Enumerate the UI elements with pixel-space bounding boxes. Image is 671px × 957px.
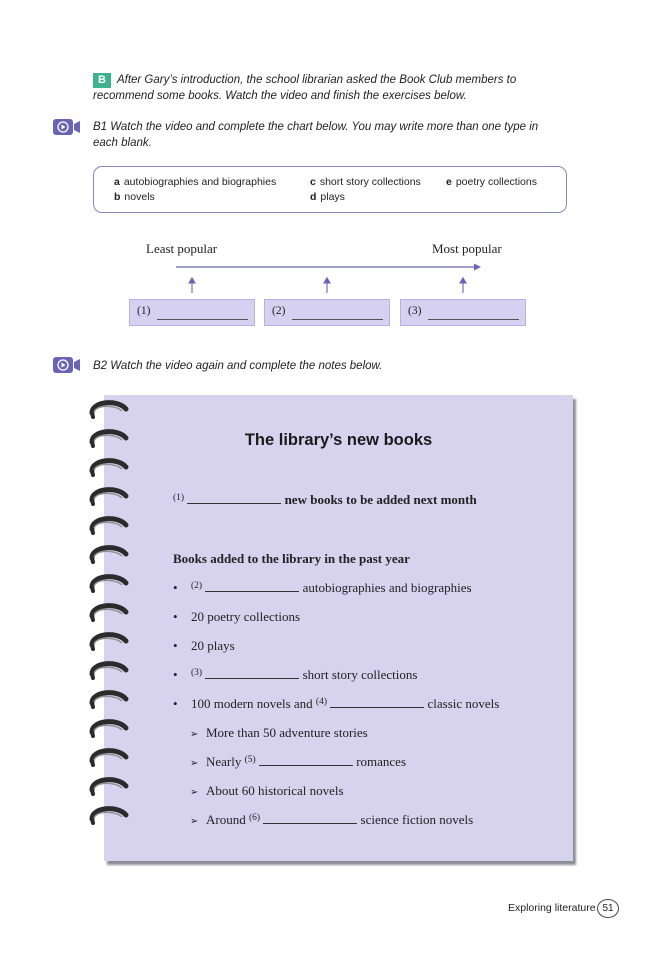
list-item: • 20 poetry collections	[173, 609, 301, 624]
option-c: c short story collections	[310, 176, 421, 188]
answer-blank-4[interactable]	[330, 696, 424, 708]
list-item: • 20 plays	[173, 638, 235, 653]
footer-label: Exploring literature	[508, 902, 596, 914]
notes-line-1: $^{(1)}$ new books to be added next month	[173, 492, 477, 507]
answer-slot-3[interactable]: (3)	[400, 299, 526, 326]
b2-instruction: B2 Watch the video again and complete the notes below.	[93, 360, 383, 372]
notes-subheading: Books added to the library in the past year	[173, 551, 410, 566]
list-item: • 100 modern novels and $^{(4)}$ classic novels	[173, 696, 500, 711]
answer-blank-1[interactable]	[187, 492, 281, 504]
intro-line-1: After Gary’s introduction, the school librarian asked the Book Club members to	[116, 74, 517, 86]
section-b-intro	[93, 72, 613, 104]
notebook	[104, 395, 573, 861]
answer-blank-6[interactable]	[263, 812, 357, 824]
b1-line-1: B1 Watch the video and complete the chart below. You may write more than one type in	[93, 121, 539, 133]
options-box	[93, 166, 567, 213]
intro-line-2: recommend some books. Watch the video and finish the exercises below.	[93, 90, 467, 102]
popularity-arrow	[170, 262, 490, 296]
b1-instruction	[93, 119, 613, 151]
sub-list-item: ➢ Nearly $^{(5)}$ romances	[190, 754, 407, 769]
answer-blank-5[interactable]	[259, 754, 353, 766]
sub-list-item: ➢ More than 50 adventure stories	[190, 725, 368, 740]
list-item: • $^{(2)}$ autobiographies and biographies	[173, 580, 472, 595]
option-d: d plays	[310, 191, 345, 203]
answer-blank-3[interactable]	[205, 667, 299, 679]
sub-list-item: ➢ Around $^{(6)}$ science fiction novels	[190, 812, 474, 827]
option-e: e poetry collections	[446, 176, 537, 188]
answer-blank-2[interactable]	[205, 580, 299, 592]
least-popular-label: Least popular	[146, 241, 218, 256]
section-b-badge: B	[93, 73, 111, 88]
answer-slot-2[interactable]: (2)	[264, 299, 390, 326]
page-number: 51	[597, 899, 619, 918]
answer-slot-1[interactable]: (1)	[129, 299, 255, 326]
video-camera-icon[interactable]	[53, 357, 81, 373]
list-item: • $^{(3)}$ short story collections	[173, 667, 418, 682]
sub-list-item: ➢ About 60 historical novels	[190, 783, 344, 798]
most-popular-label: Most popular	[432, 241, 502, 256]
option-b: b novels	[114, 191, 155, 203]
spiral-binding-icon	[88, 395, 132, 845]
notebook-title: The library’s new books	[244, 431, 433, 449]
b1-line-2: each blank.	[93, 137, 152, 149]
option-a: a autobiographies and biographies	[114, 176, 277, 188]
video-camera-icon[interactable]	[53, 119, 81, 135]
